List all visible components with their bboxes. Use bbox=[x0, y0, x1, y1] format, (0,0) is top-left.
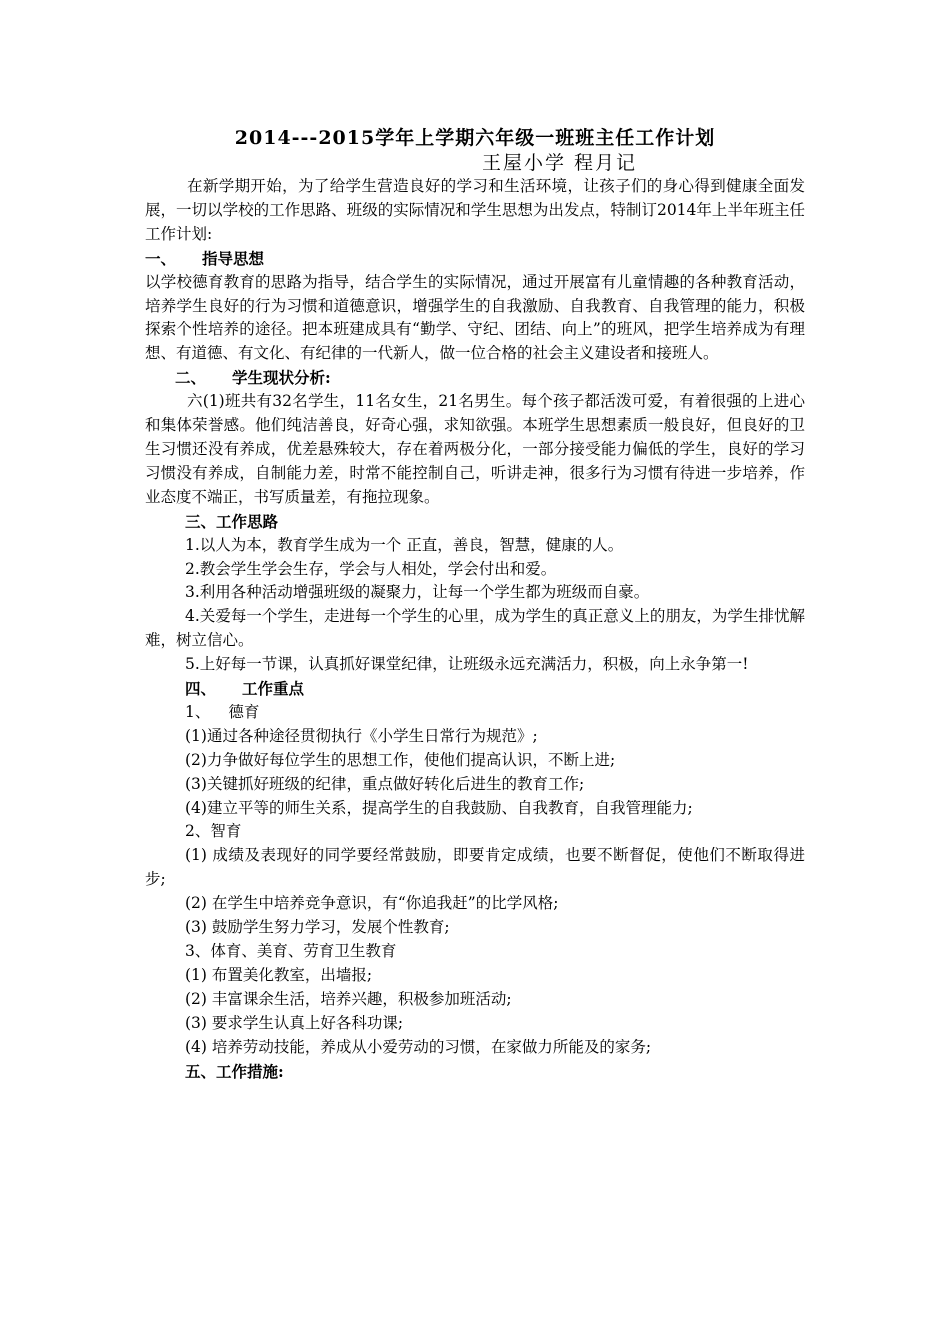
section-3-item: 1.以人为本，教育学生成为一个 正直，善良，智慧，健康的人。 bbox=[185, 535, 624, 554]
moral-item: (3)关键抓好班级的纪律，重点做好转化后进生的教育工作; bbox=[185, 774, 585, 793]
section-1-number: 一、 bbox=[145, 248, 177, 268]
section-3-item: 4.关爱每一个学生，走进每一个学生的心里，成为学生的真正意义上的朋友，为学生排忧解难，树立信心。 bbox=[145, 607, 805, 650]
intro-paragraph: 在新学期开始，为了给学生营造良好的学习和生活环境，让孩子们的身心得到健康全面发展，一切以学校的工作思路、班级的实际情况和学生思想为出发点，特制订2014年上半年班主任工作计划: bbox=[145, 177, 805, 243]
moral-item: (1)通过各种途径贯彻执行《小学生日常行为规范》; bbox=[185, 726, 538, 745]
section-3-item: 2.教会学生学会生存，学会与人相处，学会付出和爱。 bbox=[185, 559, 557, 578]
section-3-item: 5.上好每一节课，认真抓好课堂纪律，让班级永远充满活力，积极，向上永争第一! bbox=[185, 655, 749, 674]
subsection-moral-title: 德育 bbox=[228, 702, 260, 721]
author-line: 王屋小学 程月记 bbox=[482, 152, 638, 174]
subsection-intellect-heading: 2、智育 bbox=[185, 822, 242, 841]
intellect-item: (3) 鼓励学生努力学习，发展个性教育; bbox=[185, 918, 450, 937]
physical-item: (4) 培养劳动技能，养成从小爱劳动的习惯，在家做力所能及的家务; bbox=[185, 1037, 652, 1056]
section-4-heading bbox=[145, 677, 805, 701]
intellect-item: (1) 成绩及表现好的同学要经常鼓励，即要肯定成绩，也要不断督促，使他们不断取得进步; bbox=[145, 846, 805, 889]
section-4-number: 四、 bbox=[185, 679, 217, 699]
subsection-moral-number: 1、 bbox=[185, 702, 211, 721]
section-2-body: 六(1)班共有32名学生，11名女生，21名男生。每个孩子都活泼可爱，有着很强的上进心和集体荣誉感。他们纯洁善良，好奇心强，求知欲强。本班学生思想素质一般良好，但良好的卫生习惯还没有养成，优差悬殊较大，存在着两极分化，一部分接受能力偏低的学生，良好的学习习惯没有养成，自制能力差，时常不能控制自己，听讲走神，很多行为习惯有待进一步培养，作业态度不端正，书写质量差，有拖拉现象。 bbox=[145, 392, 805, 506]
document-title: 2014---2015学年上学期六年级一班班主任工作计划 bbox=[234, 127, 716, 149]
section-5-heading: 五、工作措施: bbox=[185, 1061, 284, 1081]
moral-item: (4)建立平等的师生关系，提高学生的自我鼓励、自我教育，自我管理能力; bbox=[185, 798, 693, 817]
physical-item: (2) 丰富课余生活，培养兴趣，积极参加班活动; bbox=[185, 989, 512, 1008]
section-4-title: 工作重点 bbox=[242, 679, 305, 699]
subsection-moral-heading bbox=[145, 701, 805, 725]
subsection-physical-heading: 3、体育、美育、劳育卫生教育 bbox=[185, 942, 397, 960]
document-body bbox=[145, 175, 805, 1083]
section-1-heading bbox=[145, 247, 805, 271]
physical-item: (3) 要求学生认真上好各科功课; bbox=[185, 1013, 404, 1032]
section-3-item: 3.利用各种活动增强班级的凝聚力，让每一个学生都为班级而自豪。 bbox=[185, 583, 650, 602]
section-1-title: 指导思想 bbox=[202, 248, 265, 268]
moral-item: (2)力争做好每位学生的思想工作，使他们提高认识，不断上进; bbox=[185, 750, 616, 769]
section-2-number: 二、 bbox=[175, 368, 207, 388]
physical-item: (1) 布置美化教室，出墙报; bbox=[185, 965, 373, 984]
section-3-heading: 三、工作思路 bbox=[185, 511, 279, 531]
section-1-body: 以学校德育教育的思路为指导，结合学生的实际情况，通过开展富有儿童情趣的各种教育活动，培养学生良好的行为习惯和道德意识，增强学生的自我激励、自我教育、自我管理的能力，积极探索个性培养的途径。把本班建成具有“勤学、守纪、团结、向上”的班风，把学生培养成为有理想、有道德、有文化、有纪律的一代新人，做一位合格的社会主义建设者和接班人。 bbox=[145, 272, 805, 363]
intellect-item: (2) 在学生中培养竞争意识，有“你追我赶”的比学风格; bbox=[185, 894, 559, 913]
section-2-title: 学生现状分析: bbox=[232, 368, 331, 388]
section-2-heading bbox=[145, 366, 805, 390]
